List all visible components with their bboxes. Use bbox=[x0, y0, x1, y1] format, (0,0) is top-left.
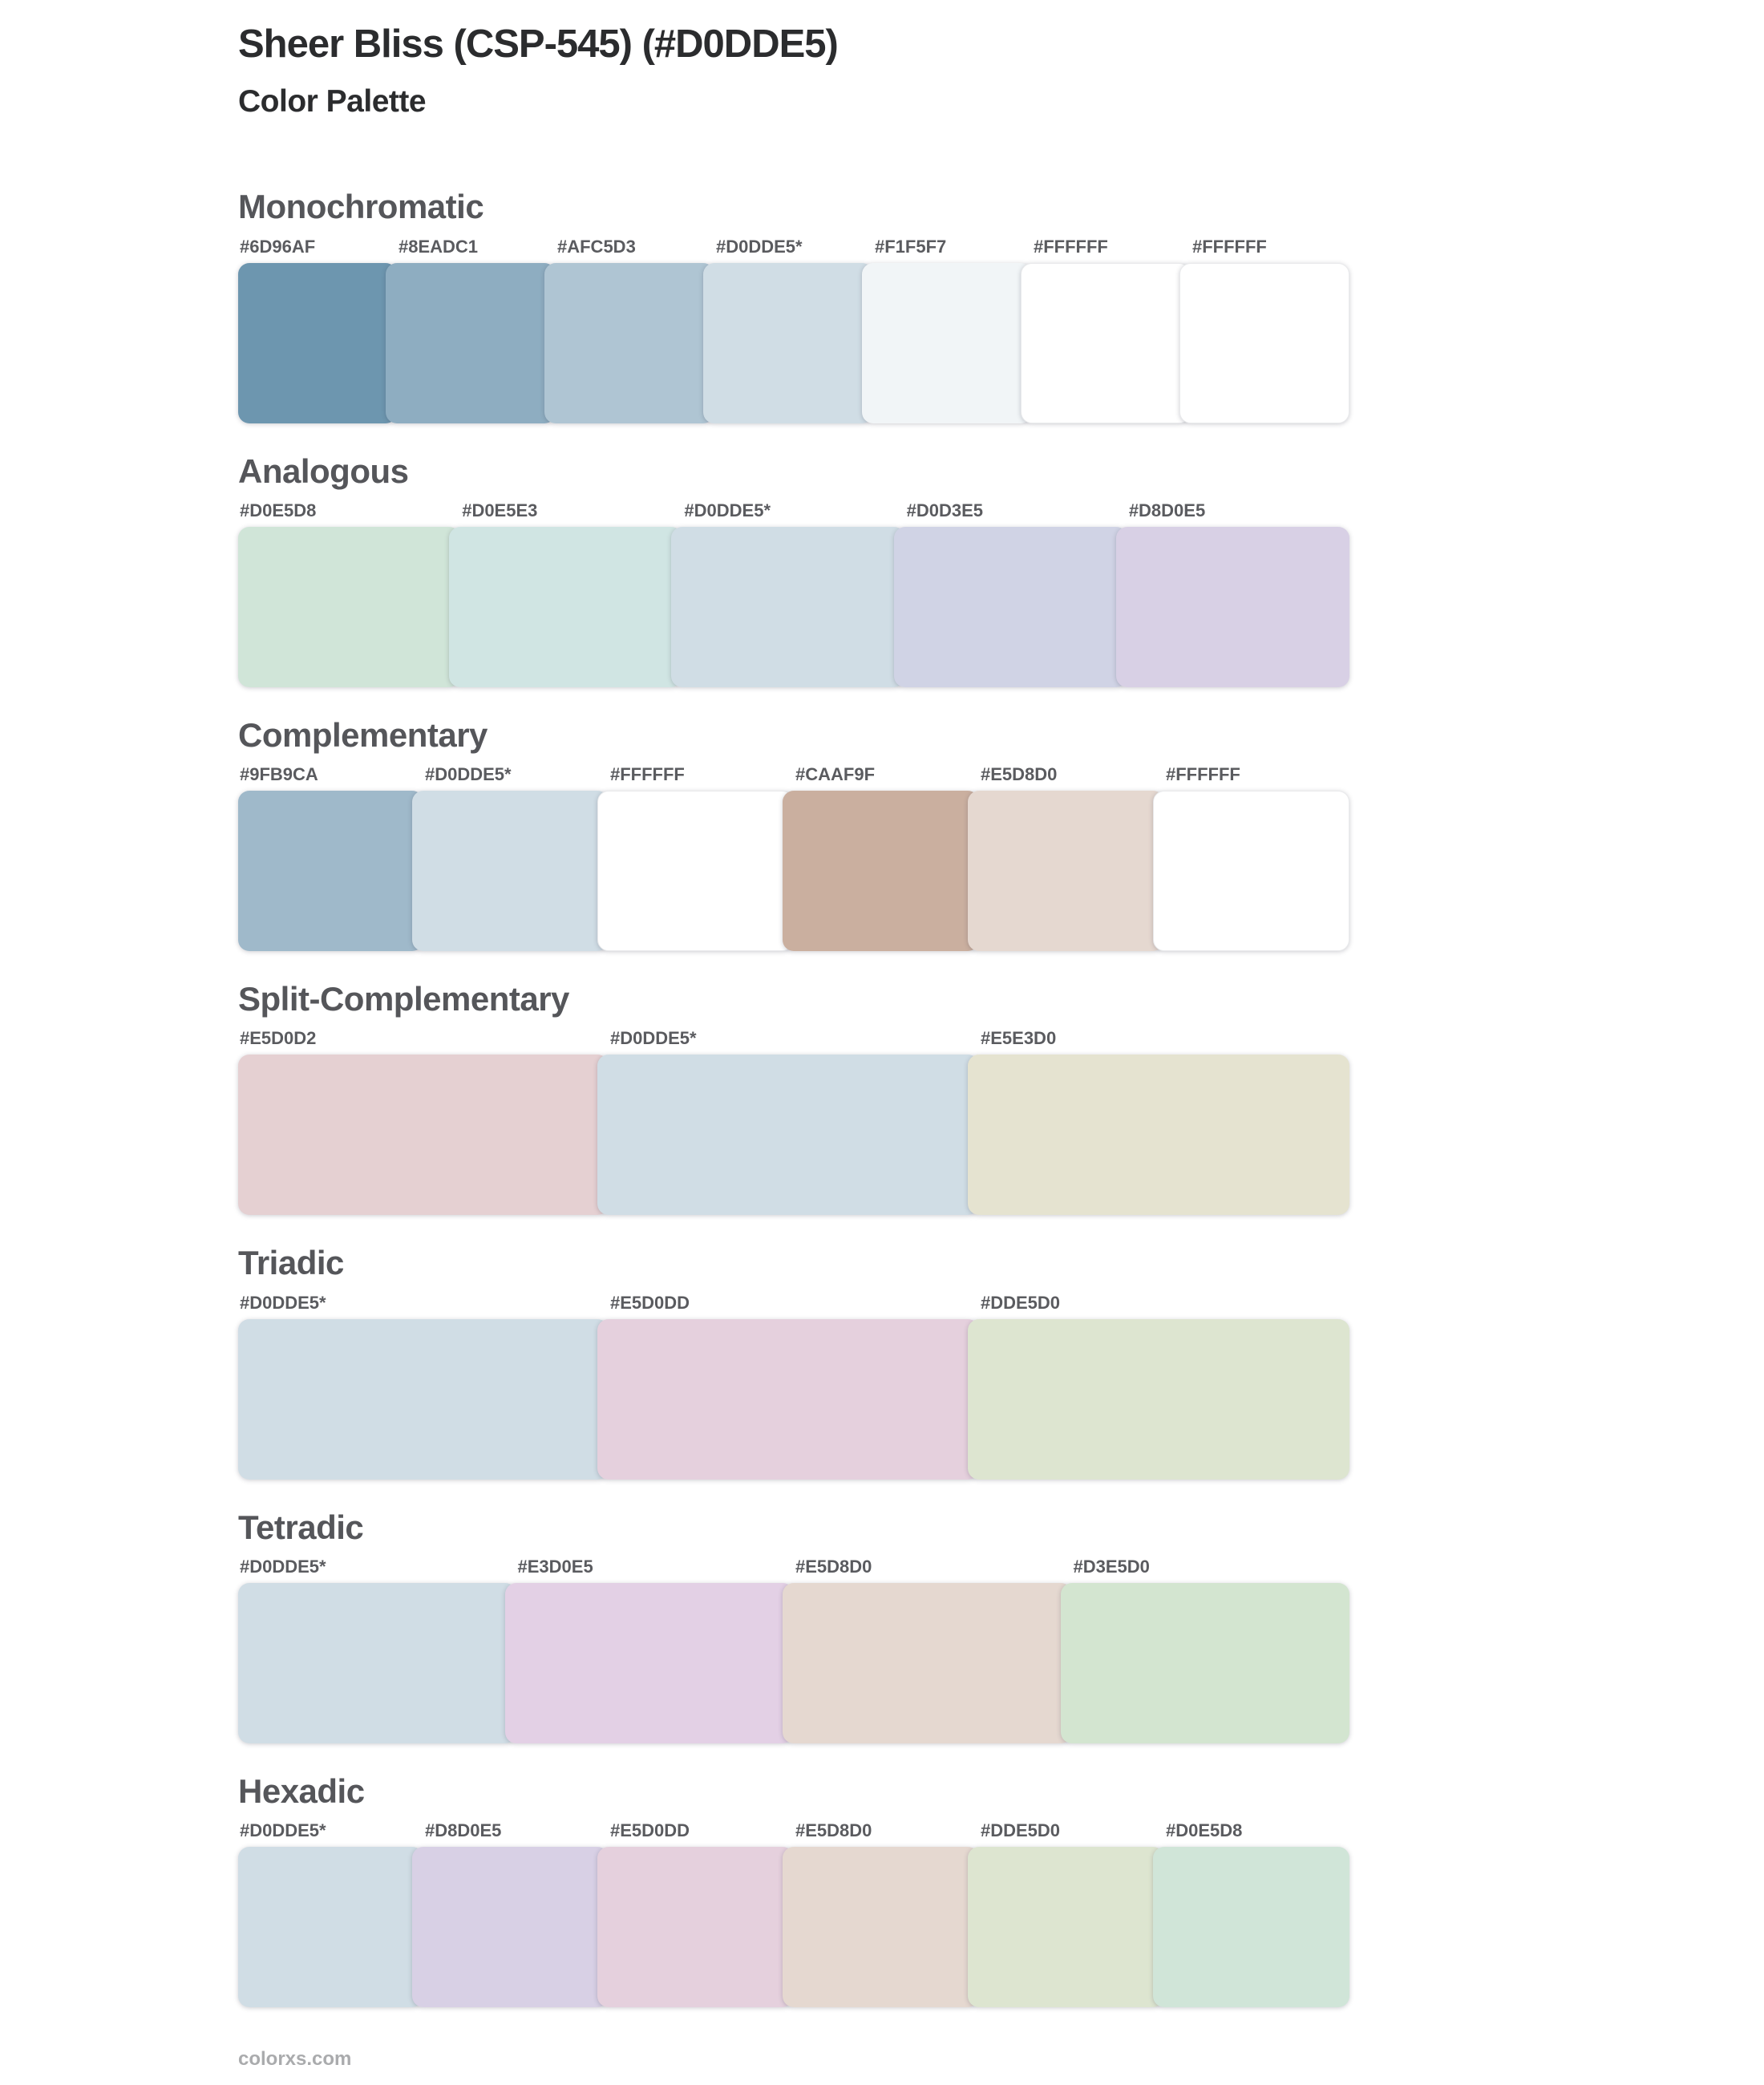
hex-code-label: #D3E5D0 bbox=[1073, 1557, 1150, 1577]
swatch-column bbox=[516, 1557, 795, 1743]
hex-code-label: #E3D0E5 bbox=[517, 1557, 593, 1577]
hex-code-label: #D0DDE5* bbox=[684, 500, 771, 520]
color-swatch[interactable] bbox=[238, 1847, 423, 2007]
palette-section bbox=[238, 188, 1349, 423]
swatch-column bbox=[238, 764, 423, 951]
hex-code-label: #D0DDE5* bbox=[425, 764, 512, 785]
color-swatch[interactable] bbox=[862, 263, 1032, 423]
hex-code-label: #D0DDE5* bbox=[610, 1028, 697, 1049]
color-swatch[interactable] bbox=[238, 263, 397, 423]
hex-code-label: #D0DDE5* bbox=[240, 1557, 326, 1577]
color-swatch[interactable] bbox=[1153, 791, 1349, 951]
section-heading: Complementary bbox=[238, 715, 488, 754]
swatch-column bbox=[905, 500, 1127, 687]
swatch-column bbox=[794, 1820, 979, 2007]
hex-code-label: #E5E3D0 bbox=[981, 1028, 1057, 1049]
hex-code-label: #D0E5D8 bbox=[1166, 1820, 1243, 1841]
color-swatch[interactable] bbox=[703, 263, 873, 423]
swatch-column bbox=[1032, 237, 1191, 423]
color-swatch[interactable] bbox=[783, 1583, 1072, 1743]
swatch-column bbox=[238, 500, 460, 687]
hex-code-label: #AFC5D3 bbox=[557, 236, 636, 257]
swatch-column bbox=[609, 1820, 794, 2007]
page-subtitle: Color Palette bbox=[238, 84, 427, 119]
section-heading: Analogous bbox=[238, 451, 409, 490]
hex-code-label: #D0D3E5 bbox=[906, 500, 983, 520]
swatch-row bbox=[238, 1557, 1349, 1743]
swatch-column bbox=[979, 764, 1164, 951]
swatch-column bbox=[423, 1820, 609, 2007]
swatch-column bbox=[423, 764, 609, 951]
palette-section bbox=[238, 1508, 1349, 1743]
color-swatch[interactable] bbox=[968, 1319, 1349, 1480]
swatch-column bbox=[1191, 237, 1349, 423]
color-swatch[interactable] bbox=[238, 1319, 609, 1480]
hex-code-label: #D0DDE5* bbox=[716, 236, 803, 257]
palette-sections bbox=[238, 188, 1349, 2007]
swatch-row bbox=[238, 1028, 1349, 1215]
color-swatch[interactable] bbox=[894, 527, 1127, 687]
palette-section bbox=[238, 716, 1349, 951]
footer-watermark-link[interactable]: colorxs.com bbox=[238, 2048, 352, 2071]
hex-code-label: #E5D8D0 bbox=[795, 1557, 872, 1577]
color-swatch[interactable] bbox=[671, 527, 904, 687]
swatch-column bbox=[238, 1557, 516, 1743]
swatch-row bbox=[238, 764, 1349, 951]
color-swatch[interactable] bbox=[238, 527, 460, 687]
swatch-column bbox=[397, 237, 556, 423]
hex-code-label: #DDE5D0 bbox=[981, 1820, 1061, 1841]
color-swatch[interactable] bbox=[412, 791, 609, 951]
hex-code-label: #E5D8D0 bbox=[981, 764, 1058, 785]
hex-code-label: #D0E5D8 bbox=[240, 500, 317, 520]
section-heading: Tetradic bbox=[238, 1508, 364, 1546]
color-swatch[interactable] bbox=[449, 527, 682, 687]
palette-section bbox=[238, 452, 1349, 687]
swatch-column bbox=[556, 237, 714, 423]
color-swatch[interactable] bbox=[783, 1847, 979, 2007]
palette-section bbox=[238, 980, 1349, 1215]
swatch-row bbox=[238, 1820, 1349, 2007]
swatch-column bbox=[238, 1293, 609, 1480]
color-swatch[interactable] bbox=[597, 791, 794, 951]
palette-page bbox=[238, 0, 1349, 2007]
swatch-column bbox=[979, 1293, 1349, 1480]
color-swatch[interactable] bbox=[968, 1055, 1349, 1215]
swatch-column bbox=[794, 764, 979, 951]
hex-code-label: #E5D8D0 bbox=[795, 1820, 872, 1841]
swatch-column bbox=[682, 500, 904, 687]
hex-code-label: #D8D0E5 bbox=[1128, 500, 1206, 520]
color-swatch[interactable] bbox=[1021, 263, 1191, 423]
color-swatch[interactable] bbox=[386, 263, 556, 423]
hex-code-label: #FFFFFF bbox=[1034, 236, 1108, 257]
hex-code-label: #8EADC1 bbox=[399, 236, 479, 257]
color-swatch[interactable] bbox=[968, 1847, 1164, 2007]
color-swatch[interactable] bbox=[783, 791, 979, 951]
swatch-row bbox=[238, 500, 1349, 687]
palette-section bbox=[238, 1772, 1349, 2007]
swatch-column bbox=[609, 764, 794, 951]
color-swatch[interactable] bbox=[238, 1583, 516, 1743]
color-swatch[interactable] bbox=[1153, 1847, 1349, 2007]
color-swatch[interactable] bbox=[597, 1319, 979, 1480]
color-swatch[interactable] bbox=[1179, 263, 1349, 423]
swatch-column bbox=[460, 500, 682, 687]
color-swatch[interactable] bbox=[412, 1847, 609, 2007]
section-heading: Hexadic bbox=[238, 1772, 365, 1811]
color-swatch[interactable] bbox=[544, 263, 714, 423]
swatch-column bbox=[1164, 1820, 1349, 2007]
swatch-column bbox=[1072, 1557, 1350, 1743]
page-title: Sheer Bliss (CSP-545) (#D0DDE5) bbox=[238, 22, 838, 66]
color-swatch[interactable] bbox=[1116, 527, 1349, 687]
section-heading: Split-Complementary bbox=[238, 980, 569, 1018]
hex-code-label: #FFFFFF bbox=[1166, 764, 1240, 785]
section-heading: Triadic bbox=[238, 1244, 344, 1282]
hex-code-label: #E5D0D2 bbox=[240, 1028, 317, 1049]
swatch-column bbox=[873, 237, 1032, 423]
color-swatch[interactable] bbox=[597, 1055, 979, 1215]
hex-code-label: #D8D0E5 bbox=[425, 1820, 502, 1841]
hex-code-label: #E5D0DD bbox=[610, 1292, 690, 1313]
hex-code-label: #6D96AF bbox=[240, 236, 316, 257]
color-swatch[interactable] bbox=[505, 1583, 795, 1743]
color-swatch[interactable] bbox=[597, 1847, 794, 2007]
swatch-column bbox=[794, 1557, 1072, 1743]
swatch-column bbox=[238, 1820, 423, 2007]
hex-code-label: #D0DDE5* bbox=[240, 1820, 326, 1841]
hex-code-label: #FFFFFF bbox=[610, 764, 685, 785]
hex-code-label: #E5D0DD bbox=[610, 1820, 690, 1841]
palette-section bbox=[238, 1244, 1349, 1479]
swatch-column bbox=[238, 1028, 609, 1215]
swatch-row bbox=[238, 1293, 1349, 1480]
section-heading: Monochromatic bbox=[238, 188, 484, 226]
swatch-column bbox=[979, 1028, 1349, 1215]
hex-code-label: #DDE5D0 bbox=[981, 1292, 1061, 1313]
hex-code-label: #D0E5E3 bbox=[462, 500, 538, 520]
hex-code-label: #9FB9CA bbox=[240, 764, 318, 785]
hex-code-label: #CAAF9F bbox=[795, 764, 876, 785]
swatch-column bbox=[609, 1028, 979, 1215]
swatch-column bbox=[609, 1293, 979, 1480]
swatch-column bbox=[238, 237, 397, 423]
swatch-column bbox=[979, 1820, 1164, 2007]
swatch-column bbox=[714, 237, 873, 423]
color-swatch[interactable] bbox=[968, 791, 1164, 951]
color-swatch[interactable] bbox=[1061, 1583, 1350, 1743]
color-swatch[interactable] bbox=[238, 1055, 609, 1215]
color-swatch[interactable] bbox=[238, 791, 423, 951]
hex-code-label: #FFFFFF bbox=[1192, 236, 1267, 257]
hex-code-label: #F1F5F7 bbox=[875, 236, 947, 257]
swatch-column bbox=[1164, 764, 1349, 951]
swatch-column bbox=[1127, 500, 1349, 687]
hex-code-label: #D0DDE5* bbox=[240, 1292, 326, 1313]
swatch-row bbox=[238, 237, 1349, 423]
